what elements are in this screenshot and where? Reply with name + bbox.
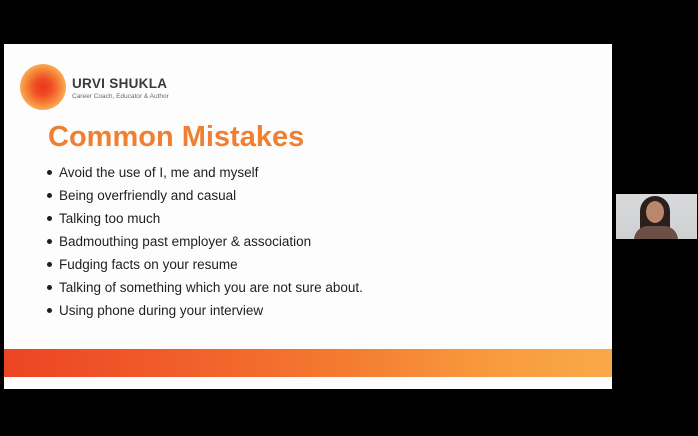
bullet-list [46,161,363,322]
presenter-face [646,201,664,223]
brand-block [72,76,169,101]
brand-name: URVI SHUKLA [72,76,168,91]
slide-title: Common Mistakes [48,121,305,153]
bullet-item: Being overfriendly and casual [46,184,363,207]
bullet-item: Using phone during your interview [46,299,363,322]
webcam-thumbnail[interactable] [616,194,697,239]
bullet-item: Talking of something which you are not sure about. [46,276,363,299]
bullet-item: Fudging facts on your resume [46,253,363,276]
footer-gradient-bar [4,349,612,377]
brand-tagline: Career Coach, Educator & Author [72,93,169,100]
presenter-body [634,226,678,239]
sun-logo-icon [20,64,66,110]
bullet-item: Badmouthing past employer & association [46,230,363,253]
bullet-item: Avoid the use of I, me and myself [46,161,363,184]
presentation-slide [4,44,612,389]
bullet-item: Talking too much [46,207,363,230]
